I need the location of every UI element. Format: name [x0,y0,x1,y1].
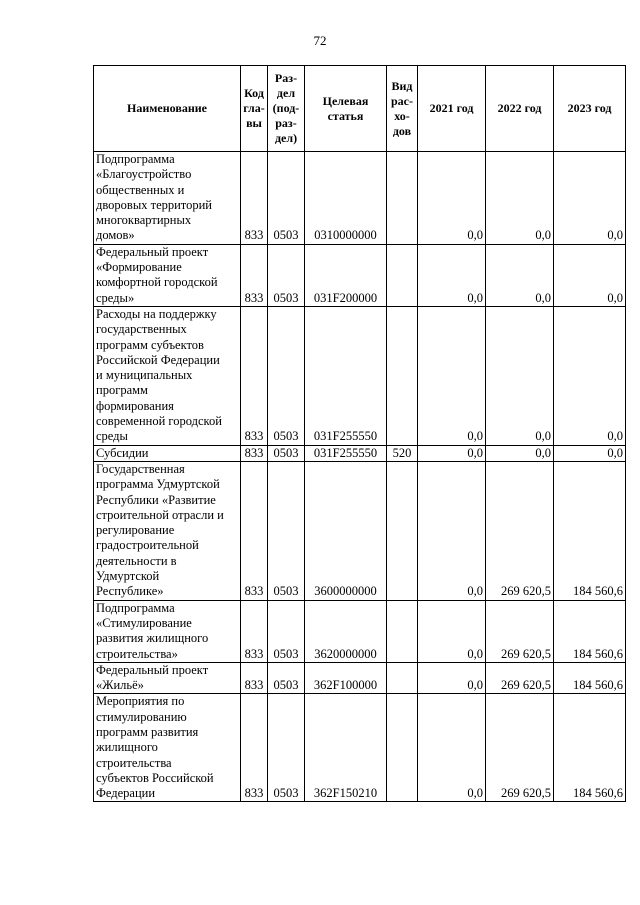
table-header [94,66,626,152]
row-2022: 0,0 [486,152,554,245]
row-chapter: 833 [241,152,268,245]
row-section: 0503 [268,244,305,306]
row-section: 0503 [268,694,305,802]
row-2022: 269 620,5 [486,461,554,600]
row-name: Подпрограмма «Благоустройство общественных и дворовых территорий многоквартирных домов» [94,152,241,245]
row-name: Субсидии [94,445,241,461]
row-target: 362F100000 [305,662,387,694]
row-chapter: 833 [241,662,268,694]
row-expense-type [387,662,418,694]
table-row [94,244,626,306]
row-2021: 0,0 [418,306,486,445]
row-expense-type [387,600,418,662]
page-number: 72 [313,33,327,48]
row-name: Государственная программа Удмуртской Республики «Развитие строительной отрасли и регулирование градостроительной деятельности в Удмуртской Республике» [94,461,241,600]
row-2021: 0,0 [418,694,486,802]
row-2023: 184 560,6 [554,694,626,802]
table-row [94,600,626,662]
row-expense-type: 520 [387,445,418,461]
row-chapter: 833 [241,244,268,306]
table-row [94,662,626,694]
row-chapter: 833 [241,306,268,445]
row-section: 0503 [268,461,305,600]
row-expense-type [387,152,418,245]
header-expense-type: Вид рас- хо- дов [387,66,418,152]
row-2021: 0,0 [418,152,486,245]
row-target: 031F200000 [305,244,387,306]
row-chapter: 833 [241,600,268,662]
table-body [94,152,626,802]
row-chapter: 833 [241,445,268,461]
header-2023: 2023 год [554,66,626,152]
row-2022: 269 620,5 [486,694,554,802]
row-2023: 0,0 [554,244,626,306]
row-target: 031F255550 [305,445,387,461]
row-2023: 184 560,6 [554,461,626,600]
row-2021: 0,0 [418,662,486,694]
row-2022: 0,0 [486,445,554,461]
row-target: 0310000000 [305,152,387,245]
row-section: 0503 [268,445,305,461]
row-section: 0503 [268,152,305,245]
row-target: 362F150210 [305,694,387,802]
header-row [94,66,626,152]
header-2022: 2022 год [486,66,554,152]
row-chapter: 833 [241,461,268,600]
table-row [94,306,626,445]
row-section: 0503 [268,600,305,662]
row-expense-type [387,694,418,802]
header-chapter: Код гла- вы [241,66,268,152]
row-section: 0503 [268,306,305,445]
row-2022: 0,0 [486,306,554,445]
row-2023: 0,0 [554,445,626,461]
row-expense-type [387,461,418,600]
row-section: 0503 [268,662,305,694]
row-name: Федеральный проект «Формирование комфортной городской среды» [94,244,241,306]
table-row [94,445,626,461]
row-2022: 269 620,5 [486,662,554,694]
row-expense-type [387,306,418,445]
header-target: Целевая статья [305,66,387,152]
row-2021: 0,0 [418,445,486,461]
row-target: 031F255550 [305,306,387,445]
table-row [94,694,626,802]
row-2022: 0,0 [486,244,554,306]
row-target: 3620000000 [305,600,387,662]
row-2023: 0,0 [554,152,626,245]
row-name: Подпрограмма «Стимулирование развития жилищного строительства» [94,600,241,662]
row-name: Мероприятия по стимулированию программ развития жилищного строительства субъектов Российской Федерации [94,694,241,802]
row-name: Федеральный проект «Жильё» [94,662,241,694]
row-2022: 269 620,5 [486,600,554,662]
row-2023: 184 560,6 [554,662,626,694]
budget-table [93,65,626,802]
row-2023: 184 560,6 [554,600,626,662]
row-2021: 0,0 [418,244,486,306]
row-chapter: 833 [241,694,268,802]
row-2023: 0,0 [554,306,626,445]
header-name: Наименование [94,66,241,152]
row-name: Расходы на поддержку государственных программ субъектов Российской Федерации и муниципальных программ формирования современной городской среды [94,306,241,445]
row-expense-type [387,244,418,306]
table-row [94,461,626,600]
header-section: Раз- дел (под- раз- дел) [268,66,305,152]
row-target: 3600000000 [305,461,387,600]
table-row [94,152,626,245]
header-2021: 2021 год [418,66,486,152]
row-2021: 0,0 [418,600,486,662]
row-2021: 0,0 [418,461,486,600]
